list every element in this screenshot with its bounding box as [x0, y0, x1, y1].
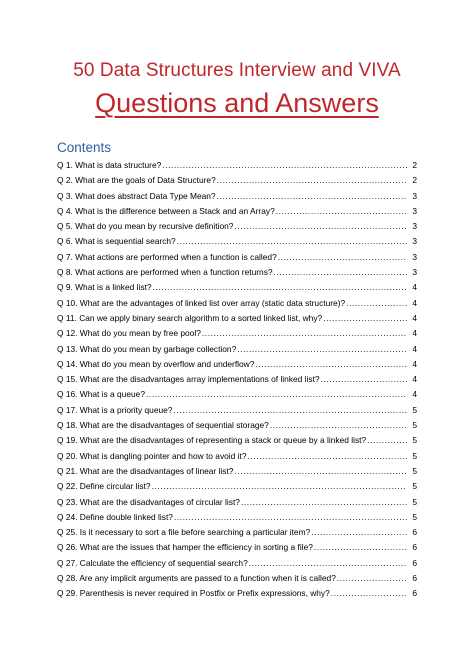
toc-dot-leader	[217, 173, 407, 188]
toc-entry-text: Q 12. What do you mean by free pool?	[57, 328, 201, 339]
toc-entry-text: Q 21. What are the disadvantages of linear list?	[57, 465, 234, 476]
toc-dot-leader	[174, 510, 407, 525]
toc-entry[interactable]	[57, 204, 417, 219]
toc-page-number: 5	[412, 404, 417, 415]
toc-entry[interactable]	[57, 311, 417, 326]
toc-entry[interactable]	[57, 418, 417, 433]
toc-entry[interactable]	[57, 495, 417, 510]
toc-entry[interactable]	[57, 357, 417, 372]
toc-entry[interactable]	[57, 280, 417, 295]
toc-page-number: 3	[412, 190, 417, 201]
toc-dot-leader	[346, 296, 407, 311]
toc-dot-leader	[321, 372, 407, 387]
document-subtitle: Questions and Answers	[95, 88, 379, 118]
toc-entry-text: Q 20. What is dangling pointer and how to avoid it?	[57, 450, 247, 461]
toc-page-number: 4	[412, 297, 417, 308]
toc-entry-text: Q 4. What is the difference between a Stack and an Array?	[57, 205, 275, 216]
toc-dot-leader	[367, 433, 407, 448]
toc-dot-leader	[274, 265, 407, 280]
toc-page-number: 3	[412, 221, 417, 232]
toc-page-number: 5	[412, 450, 417, 461]
toc-entry-text: Q 23. What are the disadvantages of circular list?	[57, 496, 240, 507]
toc-entry-text: Q 3. What does abstract Data Type Mean?	[57, 190, 216, 201]
toc-entry-text: Q 16. What is a queue?	[57, 389, 145, 400]
toc-dot-leader	[173, 403, 407, 418]
toc-page-number: 5	[412, 496, 417, 507]
toc-dot-leader	[323, 311, 407, 326]
toc-entry[interactable]	[57, 387, 417, 402]
toc-page-number: 3	[412, 251, 417, 262]
toc-entry-text: Q 1. What is data structure?	[57, 160, 162, 170]
toc-dot-leader	[217, 189, 407, 204]
toc-page-number: 6	[412, 573, 417, 584]
toc-entry-text: Q 22. Define circular list?	[57, 481, 151, 492]
toc-page-number: 5	[412, 465, 417, 476]
contents-heading: Contents	[57, 140, 112, 155]
toc-entry-text: Q 26. What are the issues that hamper the efficiency in sorting a file?	[57, 542, 313, 553]
toc-page-number: 6	[412, 557, 417, 568]
toc-entry-text: Q 11. Can we apply binary search algorithm to a sorted linked list, why?	[57, 312, 323, 323]
toc-entry-text: Q 10. What are the advantages of linked list over array (static data structure)?	[57, 297, 346, 308]
toc-dot-leader	[237, 342, 407, 357]
toc-dot-leader	[234, 464, 407, 479]
toc-dot-leader	[247, 449, 407, 464]
toc-dot-leader	[314, 540, 407, 555]
toc-page-number: 4	[412, 358, 417, 369]
toc-dot-leader	[202, 326, 407, 341]
toc-entry[interactable]	[57, 433, 417, 448]
toc-page-number: 4	[412, 312, 417, 323]
toc-dot-leader	[249, 556, 407, 571]
toc-dot-leader	[152, 479, 407, 494]
toc-entry-text: Q 2. What are the goals of Data Structure?	[57, 175, 216, 186]
toc-entry[interactable]	[57, 556, 417, 571]
toc-entry[interactable]	[57, 372, 417, 387]
toc-dot-leader	[311, 525, 407, 540]
toc-dot-leader	[146, 387, 407, 402]
toc-page-number: 4	[412, 328, 417, 339]
toc-page-number: 6	[412, 588, 417, 599]
toc-page-number: 3	[412, 205, 417, 216]
toc-page-number: 6	[412, 542, 417, 553]
toc-entry-text: Q 29. Parenthesis is never required in Postfix or Prefix expressions, why?	[57, 588, 330, 599]
table-of-contents	[57, 158, 417, 602]
toc-entry[interactable]	[57, 219, 417, 234]
toc-dot-leader	[276, 204, 407, 219]
toc-dot-leader	[331, 586, 407, 601]
toc-page-number: 2	[412, 175, 417, 186]
toc-dot-leader	[241, 495, 407, 510]
toc-entry[interactable]	[57, 234, 417, 249]
toc-page-number: 4	[412, 374, 417, 385]
toc-dot-leader	[278, 250, 407, 265]
toc-dot-leader	[337, 571, 407, 586]
toc-dot-leader	[270, 418, 407, 433]
toc-entry[interactable]	[57, 449, 417, 464]
toc-entry[interactable]	[57, 479, 417, 494]
toc-page-number: 4	[412, 282, 417, 293]
toc-page-number: 4	[412, 343, 417, 354]
toc-page-number: 6	[412, 527, 417, 538]
toc-dot-leader	[177, 234, 407, 249]
document-title: 50 Data Structures Interview and VIVA	[73, 60, 401, 81]
toc-entry-text: Q 28. Are any implicit arguments are passed to a function when it is called?	[57, 573, 336, 584]
toc-entry-text: Q 19. What are the disadvantages of representing a stack or queue by a linked list?	[57, 435, 367, 446]
toc-dot-leader	[234, 219, 407, 234]
toc-entry-text: Q 7. What actions are performed when a function is called?	[57, 251, 277, 262]
toc-entry[interactable]	[57, 250, 417, 265]
toc-entry[interactable]	[57, 326, 417, 341]
toc-page-number: 4	[412, 389, 417, 400]
toc-dot-leader	[153, 280, 408, 295]
toc-page-number: 5	[412, 435, 417, 446]
toc-page-number: 5	[412, 511, 417, 522]
toc-entry[interactable]	[57, 158, 417, 173]
toc-dot-leader	[255, 357, 407, 372]
toc-page-number: 2	[412, 160, 417, 170]
toc-entry-text: Q 17. What is a priority queue?	[57, 404, 173, 415]
toc-entry[interactable]	[57, 189, 417, 204]
toc-entry-text: Q 25. Is it necessary to sort a file before searching a particular item?	[57, 527, 311, 538]
toc-entry[interactable]	[57, 296, 417, 311]
toc-entry-text: Q 9. What is a linked list?	[57, 282, 152, 293]
toc-entry-text: Q 18. What are the disadvantages of sequential storage?	[57, 420, 269, 431]
toc-entry[interactable]	[57, 586, 417, 601]
toc-entry-text: Q 6. What is sequential search?	[57, 236, 176, 247]
toc-entry-text: Q 27. Calculate the efficiency of sequential search?	[57, 557, 248, 568]
toc-entry[interactable]	[57, 540, 417, 555]
toc-entry-text: Q 14. What do you mean by overflow and underflow?	[57, 358, 255, 369]
toc-entry-text: Q 8. What actions are performed when a function returns?	[57, 267, 273, 278]
toc-entry[interactable]	[57, 525, 417, 540]
toc-entry[interactable]	[57, 403, 417, 418]
toc-entry[interactable]	[57, 265, 417, 280]
toc-entry-text: Q 15. What are the disadvantages array implementations of linked list?	[57, 374, 320, 385]
toc-entry[interactable]	[57, 571, 417, 586]
toc-page-number: 5	[412, 481, 417, 492]
toc-entry-text: Q 5. What do you mean by recursive definition?	[57, 221, 234, 232]
toc-page-number: 3	[412, 267, 417, 278]
toc-page-number: 3	[412, 236, 417, 247]
toc-entry[interactable]	[57, 342, 417, 357]
toc-page-number: 5	[412, 420, 417, 431]
toc-entry[interactable]	[57, 510, 417, 525]
toc-entry[interactable]	[57, 464, 417, 479]
toc-entry[interactable]	[57, 173, 417, 188]
toc-entry-text: Q 24. Define double linked list?	[57, 511, 173, 522]
toc-dot-leader	[162, 158, 407, 173]
toc-entry-text: Q 13. What do you mean by garbage collection?	[57, 343, 237, 354]
